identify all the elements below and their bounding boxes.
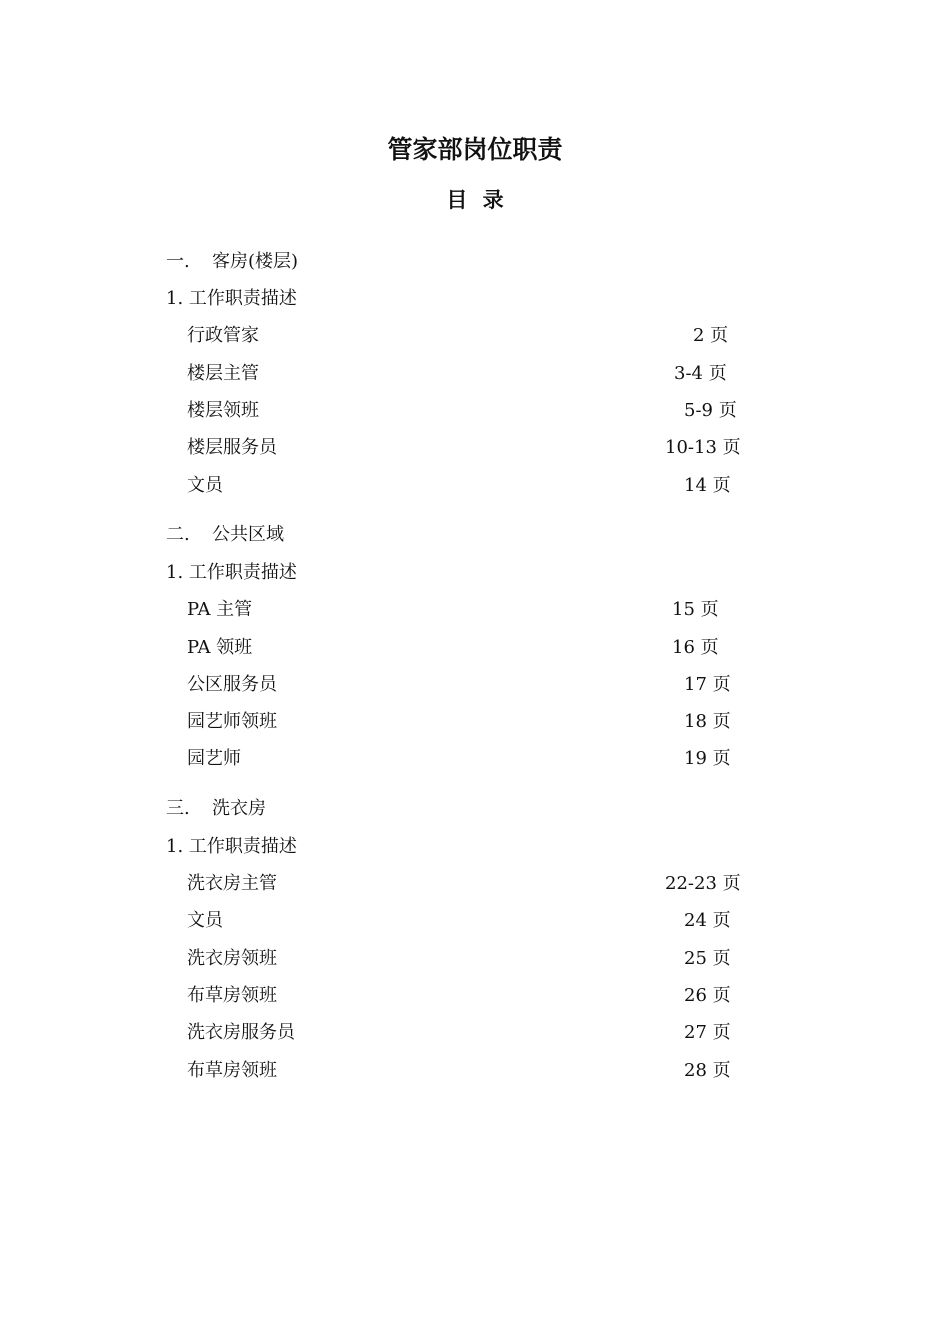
section-heading	[166, 522, 284, 548]
section-name: 洗衣房	[212, 798, 266, 819]
toc-entry-label: 楼层领班	[187, 400, 259, 421]
toc-entry-label: PA 领班	[187, 637, 253, 658]
toc-entry-page: 26 页	[684, 985, 731, 1006]
toc-entry-page: 5-9 页	[684, 400, 737, 421]
toc-entry-page: 2 页	[693, 325, 729, 346]
toc-entry-page: 10-13 页	[665, 437, 741, 458]
toc-entry-label: 行政管家	[187, 325, 259, 346]
toc-entry-page: 15 页	[672, 599, 719, 620]
toc-entry-page: 18 页	[684, 711, 731, 732]
toc-entry-label: 公区服务员	[187, 674, 277, 695]
toc-entry-page: 19 页	[684, 748, 731, 769]
toc-entry-label: 布草房领班	[187, 1060, 277, 1081]
section-number: 二.	[166, 524, 190, 545]
toc-entry-page: 14 页	[684, 475, 731, 496]
toc-entry-label: 园艺师	[187, 748, 241, 769]
toc-entry-label: 洗衣房领班	[187, 948, 277, 969]
toc-entry-page: 27 页	[684, 1022, 731, 1043]
section-number: 一.	[166, 251, 190, 272]
section-subheading: 1. 工作职责描述	[166, 836, 297, 857]
document-title: 管家部岗位职责	[387, 135, 563, 164]
toc-entry-label: 楼层服务员	[187, 437, 277, 458]
section-name: 客房(楼层)	[212, 251, 299, 272]
section-heading	[166, 796, 266, 822]
section-subheading: 1. 工作职责描述	[166, 288, 297, 309]
toc-entry-label: 文员	[187, 910, 223, 931]
toc-entry-page: 24 页	[684, 910, 731, 931]
toc-entry-label: 洗衣房服务员	[187, 1022, 295, 1043]
toc-entry-label: 布草房领班	[187, 985, 277, 1006]
section-heading	[166, 249, 298, 275]
toc-entry-page: 17 页	[684, 674, 731, 695]
toc-entry-label: 文员	[187, 475, 223, 496]
toc-entry-page: 22-23 页	[665, 873, 741, 894]
toc-entry-label: PA 主管	[187, 599, 253, 620]
section-name: 公共区域	[212, 524, 284, 545]
toc-entry-page: 28 页	[684, 1060, 731, 1081]
toc-entry-label: 洗衣房主管	[187, 873, 277, 894]
toc-entry-label: 园艺师领班	[187, 711, 277, 732]
toc-heading: 目 录	[446, 187, 504, 212]
section-subheading: 1. 工作职责描述	[166, 562, 297, 583]
toc-entry-page: 25 页	[684, 948, 731, 969]
toc-entry-page: 3-4 页	[674, 363, 727, 384]
toc-entry-page: 16 页	[672, 637, 719, 658]
toc-entry-label: 楼层主管	[187, 363, 259, 384]
section-number: 三.	[166, 798, 190, 819]
